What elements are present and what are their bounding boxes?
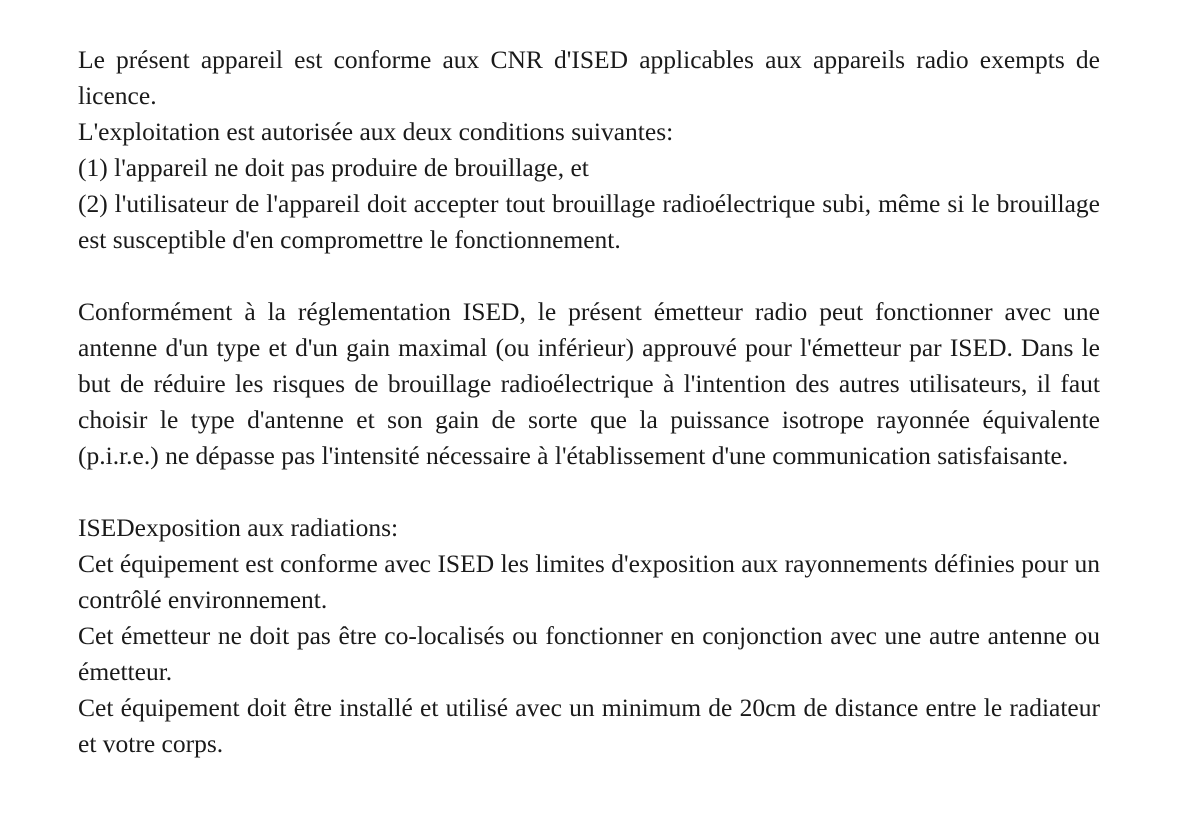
paragraph-license-exempt <box>78 42 1100 258</box>
text-line: L'exploitation est autorisée aux deux conditions suivantes: <box>78 117 674 146</box>
document-body <box>78 42 1100 762</box>
text-line: Cet équipement est conforme avec ISED les limites d'exposition aux rayonnements définies pour un contrôlé environnement. <box>78 549 1100 614</box>
text-line: Cet équipement doit être installé et utilisé avec un minimum de 20cm de distance entre le radiateur et votre corps. <box>78 693 1100 758</box>
text-line: Le présent appareil est conforme aux CNR d'ISED applicables aux appareils radio exempts de licence. <box>78 45 1100 110</box>
text-line: (1) l'appareil ne doit pas produire de brouillage, et <box>78 153 589 182</box>
text-line: ISEDexposition aux radiations: <box>78 513 399 542</box>
paragraph-antenna-gain <box>78 294 1100 474</box>
text-line: Conformément à la réglementation ISED, le présent émetteur radio peut fonctionner avec une antenne d'un type et d'un gain maximal (ou inférieur) approuvé pour l'émetteur par ISED. Dans le but de réduire les risques de brouillage radioélectrique à l'intention des autres utilisateurs, il faut choisir le type d'antenne et son gain de sorte que la puissance isotrope rayonnée équivalente (p.i.r.e.) ne dépasse pas l'intensité nécessaire à l'établissement d'une communication satisfaisante. <box>78 297 1100 470</box>
text-line: Cet émetteur ne doit pas être co-localisés ou fonctionner en conjonction avec une autre antenne ou émetteur. <box>78 621 1100 686</box>
paragraph-radiation-exposure <box>78 510 1100 762</box>
text-line: (2) l'utilisateur de l'appareil doit accepter tout brouillage radioélectrique subi, même si le brouillage est susceptible d'en compromettre le fonctionnement. <box>78 189 1100 254</box>
